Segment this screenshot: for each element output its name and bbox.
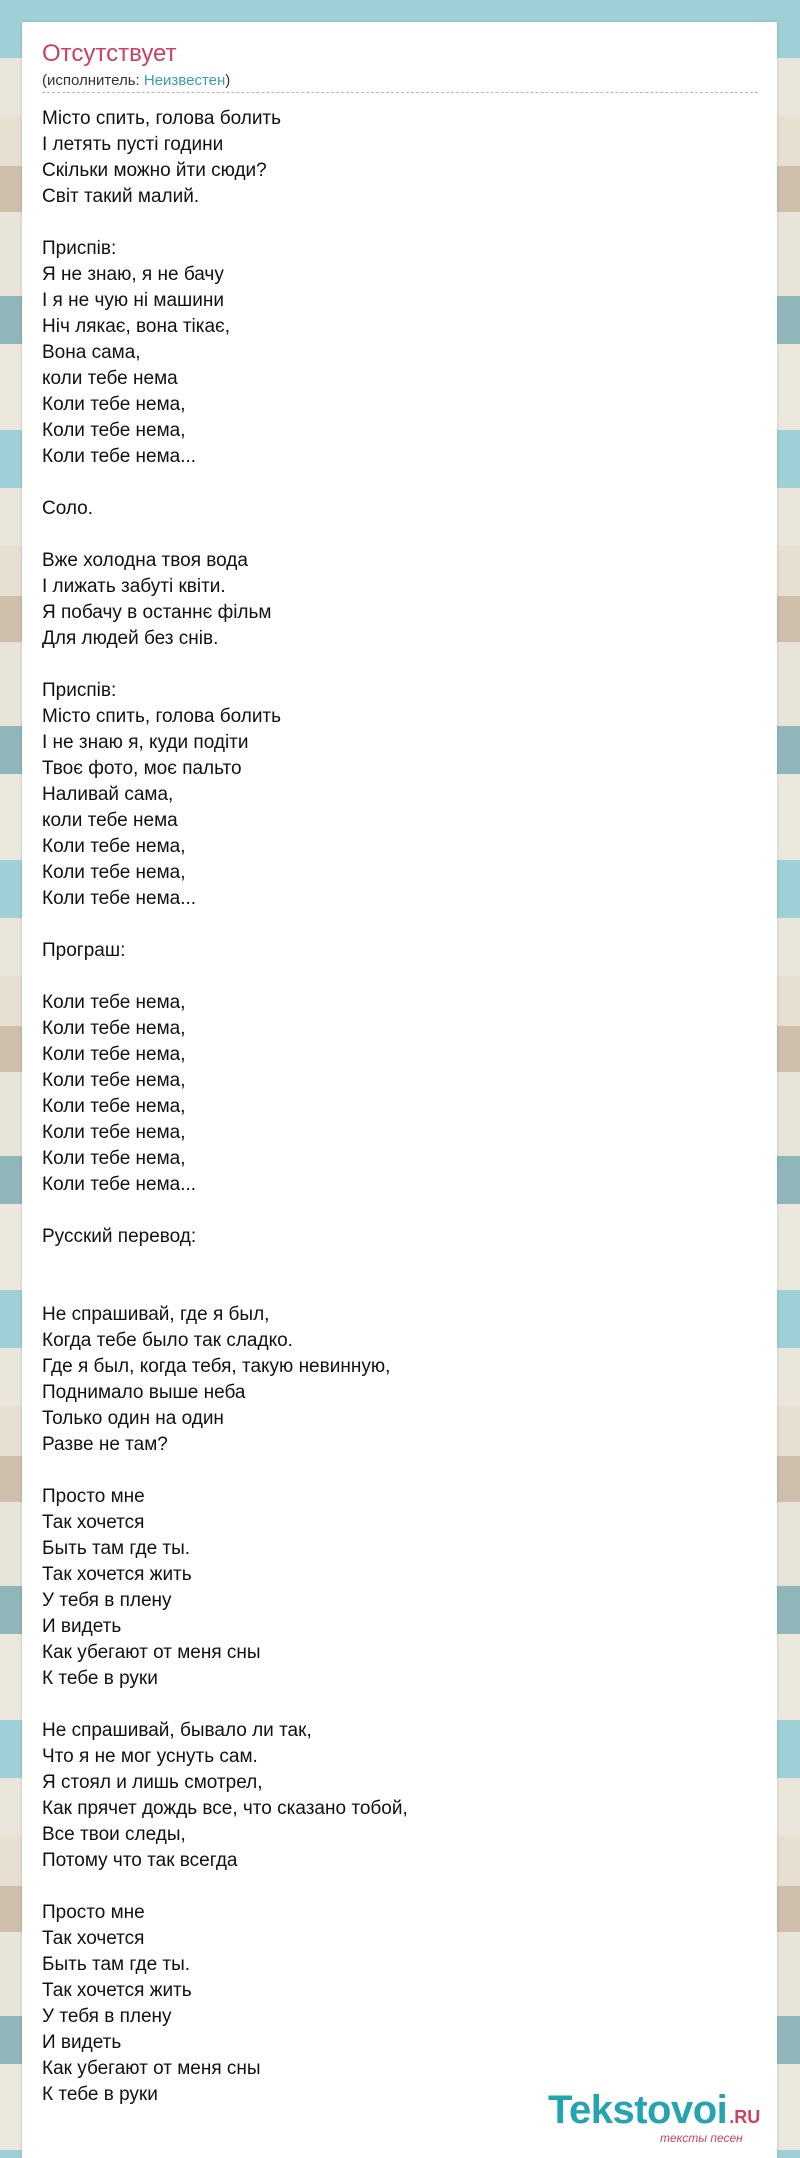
lyric-line: Скільки можно йти сюди? (42, 160, 267, 181)
lyric-line (42, 210, 752, 236)
lyric-line (42, 470, 752, 496)
lyric-line: Так хочется жить (42, 1564, 192, 1585)
lyric-line: Я стоял и лишь смотрел, (42, 1772, 263, 1793)
artist-prefix: (исполнитель: (42, 72, 144, 89)
lyric-line: Приспів: (42, 680, 117, 701)
lyric-line (42, 522, 752, 548)
lyric-line: Я не знаю, я не бачу (42, 264, 224, 285)
lyric-line (42, 1874, 752, 1900)
lyric-line: Приспів: (42, 238, 117, 259)
lyric-line: Коли тебе нема, (42, 420, 186, 441)
logo-tagline: тексты песен (660, 2131, 743, 2145)
artist-line (42, 72, 230, 90)
lyric-line (42, 652, 752, 678)
lyric-line: Только один на один (42, 1408, 224, 1429)
lyric-line: Когда тебе было так сладко. (42, 1330, 293, 1351)
artist-link[interactable]: Неизвестен (143, 72, 226, 89)
lyric-line: Как прячет дождь все, что сказано тобой, (42, 1798, 408, 1819)
lyric-line: Коли тебе нема, (42, 394, 186, 415)
lyric-line: Коли тебе нема... (42, 446, 197, 467)
lyric-line: Коли тебе нема, (42, 836, 186, 857)
lyric-line: Місто спить, голова болить (42, 108, 282, 129)
lyric-line (42, 964, 752, 990)
lyric-line (42, 912, 752, 938)
lyric-line: И видеть (42, 2032, 122, 2053)
lyric-line: коли тебе нема (42, 810, 178, 831)
lyric-line: Коли тебе нема, (42, 992, 186, 1013)
lyric-line: Все твои следы, (42, 1824, 186, 1845)
lyric-line: Коли тебе нема, (42, 1044, 186, 1065)
lyric-line: Для людей без снів. (42, 628, 219, 649)
lyric-line: У тебя в плену (42, 1590, 172, 1611)
lyric-line: Потому что так всегда (42, 1850, 238, 1871)
header-divider (42, 92, 758, 93)
lyric-line: Коли тебе нема, (42, 1018, 186, 1039)
lyric-line (42, 1198, 752, 1224)
lyric-line: Коли тебе нема... (42, 1174, 197, 1195)
logo-tld: .RU (729, 2107, 761, 2127)
lyric-line (42, 1250, 752, 1276)
lyrics-card (22, 22, 777, 2158)
lyric-line: Как убегают от меня сны (42, 2058, 261, 2079)
logo-wordmark: Tekstovoi (548, 2088, 728, 2132)
lyric-line: Русский перевод: (42, 1226, 197, 1247)
lyric-line: Коли тебе нема, (42, 1148, 186, 1169)
lyric-line: Коли тебе нема, (42, 862, 186, 883)
lyric-line: Быть там где ты. (42, 1538, 191, 1559)
lyric-line: Что я не мог уснуть сам. (42, 1746, 258, 1767)
lyric-line: Просто мне (42, 1902, 145, 1923)
lyric-line: Вже холодна твоя вода (42, 550, 248, 571)
lyric-line: Коли тебе нема, (42, 1070, 186, 1091)
lyric-line: Так хочется (42, 1512, 145, 1533)
lyric-line: І летять пусті години (42, 134, 224, 155)
lyric-line: У тебя в плену (42, 2006, 172, 2027)
lyric-line: Просто мне (42, 1486, 145, 1507)
lyric-line: Соло. (42, 498, 94, 519)
lyric-line: Твоє фото, моє пальто (42, 758, 242, 779)
lyric-line: І лижать забуті квіти. (42, 576, 226, 597)
lyric-line: Поднимало выше неба (42, 1382, 246, 1403)
lyric-line: Не спрашивай, где я был, (42, 1304, 270, 1325)
site-logo[interactable] (548, 2088, 761, 2145)
lyric-line: Коли тебе нема... (42, 888, 197, 909)
lyric-line: К тебе в руки (42, 1668, 158, 1689)
lyric-line: Програш: (42, 940, 126, 961)
lyric-line: Коли тебе нема, (42, 1122, 186, 1143)
lyric-line: Я побачу в останнє фільм (42, 602, 272, 623)
lyric-line: Наливай сама, (42, 784, 174, 805)
artist-suffix: ) (225, 72, 231, 89)
lyric-line: Так хочется (42, 1928, 145, 1949)
lyric-line: Світ такий малий. (42, 186, 200, 207)
lyric-line: І не знаю я, куди подіти (42, 732, 249, 753)
lyric-line (42, 1276, 752, 1302)
lyric-line: К тебе в руки (42, 2084, 158, 2105)
lyric-line: И видеть (42, 1616, 122, 1637)
lyrics-text (42, 106, 752, 2108)
lyric-line: коли тебе нема (42, 368, 178, 389)
lyric-line: Вона сама, (42, 342, 141, 363)
song-title: Отсутствует (42, 40, 177, 67)
lyric-line (42, 1692, 752, 1718)
lyric-line: І я не чую ні машини (42, 290, 224, 311)
lyric-line: Ніч лякає, вона тікає, (42, 316, 231, 337)
lyric-line: Так хочется жить (42, 1980, 192, 2001)
lyric-line: Быть там где ты. (42, 1954, 191, 1975)
lyric-line: Где я был, когда тебя, такую невинную, (42, 1356, 391, 1377)
lyric-line: Місто спить, голова болить (42, 706, 282, 727)
lyric-line: Как убегают от меня сны (42, 1642, 261, 1663)
lyric-line: Разве не там? (42, 1434, 168, 1455)
lyric-line (42, 1458, 752, 1484)
lyric-line: Коли тебе нема, (42, 1096, 186, 1117)
lyric-line: Не спрашивай, бывало ли так, (42, 1720, 312, 1741)
